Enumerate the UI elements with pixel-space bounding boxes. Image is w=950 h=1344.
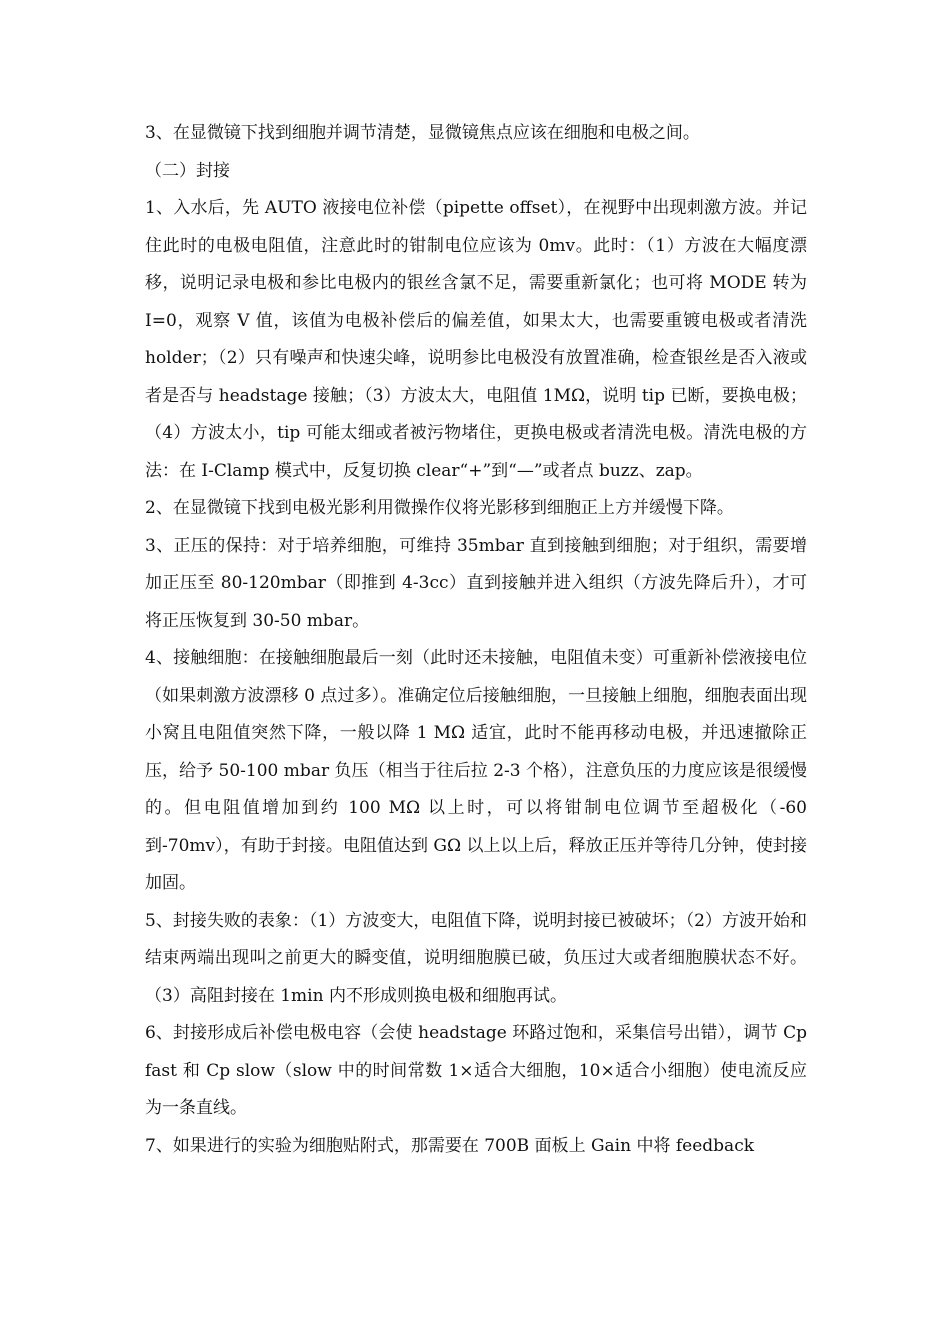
- paragraph-step-4-contact-cell: 4、接触细胞：在接触细胞最后一刻（此时还未接触，电阻值未变）可重新补偿液接电位（如果刺激方波漂移 0 点过多）。准确定位后接触细胞，一旦接触上细胞，细胞表面出现小窝且电阻值突然下降，一般以降 1 MΩ 适宜，此时不能再移动电极，并迅速撤除正压，给予 50-100 mbar 负压（相当于往后拉 2-3 个格），注意负压的力度应该是很缓慢的。但电阻值增加到约 100 MΩ 以上时，可以将钳制电位调节至超极化（-60 到-70mv），有助于封接。电阻值达到 GΩ 以上以上后，释放正压并等待几分钟，使封接加固。: [145, 648, 807, 893]
- paragraph-step-3-microscope: 3、在显微镜下找到细胞并调节清楚，显微镜焦点应该在细胞和电极之间。: [145, 123, 700, 143]
- paragraph-step-3-positive-pressure: 3、正压的保持：对于培养细胞，可维持 35mbar 直到接触到细胞；对于组织，需要增加正压至 80-120mbar（即推到 4-3cc）直到接触并进入组织（方波先降后升），才可将正压恢复到 30-50 mbar。: [145, 535, 807, 631]
- paragraph-step-5-seal-failure: 5、封接失败的表象：（1）方波变大，电阻值下降，说明封接已被破坏；（2）方波开始和结束两端出现叫之前更大的瞬变值，说明细胞膜已破，负压过大或者细胞膜状态不好。（3）高阻封接在 1min 内不形成则换电极和细胞再试。: [145, 910, 807, 1006]
- paragraph-step-7-cell-attached: 7、如果进行的实验为细胞贴附式，那需要在 700B 面板上 Gain 中将 feedback: [145, 1135, 755, 1156]
- section-heading-sealing: （二）封接: [145, 160, 230, 181]
- paragraph-step-2-lower-electrode: 2、在显微镜下找到电极光影利用微操作仪将光影移到细胞正上方并缓慢下降。: [145, 498, 734, 518]
- paragraph-step-1-pipette-offset: 1、入水后，先 AUTO 液接电位补偿（pipette offset），在视野中出现刺激方波。并记住此时的电极电阻值，注意此时的钳制电位应该为 0mv。此时：（1）方波在大幅度漂移，说明记录电极和参比电极内的银丝含氯不足，需要重新氯化；也可将 MODE 转为 I=0，观察 V 值，该值为电极补偿后的偏差值，如果太大，也需要重镀电极或者清洗 holder；（2）只有噪声和快速尖峰，说明参比电极没有放置准确，检查银丝是否入液或者是否与 headstage 接触；（3）方波太大，电阻值 1MΩ，说明 tip 已断，要换电极；（4）方波太小，tip 可能太细或者被污物堵住，更换电极或者清洗电极。清洗电极的方法：在 I-Clamp 模式中，反复切换 clear“+”到“—”或者点 buzz、zap。: [145, 198, 807, 481]
- paragraph-step-6-capacitance: 6、封接形成后补偿电极电容（会使 headstage 环路过饱和，采集信号出错），调节 Cp fast 和 Cp slow（slow 中的时间常数 1×适合大细胞，10×适合小细胞）使电流反应为一条直线。: [145, 1023, 807, 1118]
- document-body: [145, 115, 807, 1165]
